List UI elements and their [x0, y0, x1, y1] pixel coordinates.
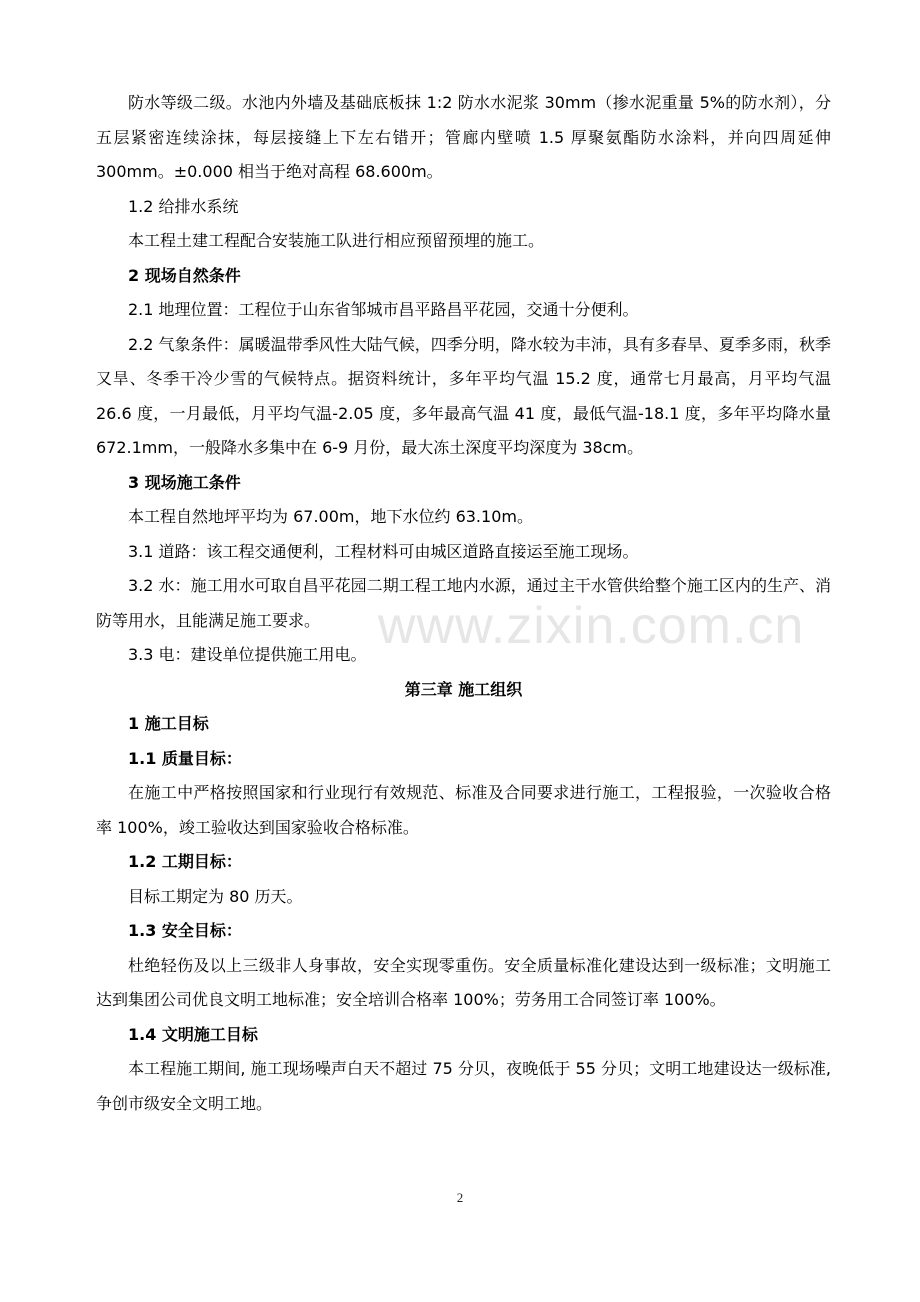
heading-civilized-construction-goal: 1.4 文明施工目标 — [128, 1024, 258, 1044]
heading-site-conditions: 3 现场施工条件 — [128, 472, 241, 492]
paragraph-water: 3.2 水：施工用水可取自昌平花园二期工程工地内水源，通过主干水管供给整个施工区内的生产、消防等用水，且能满足施工要求。 — [96, 576, 831, 630]
heading-safety-goal: 1.3 安全目标： — [128, 921, 242, 940]
paragraph-location: 2.1 地理位置：工程位于山东省邹城市昌平路昌平花园，交通十分便利。 — [128, 300, 639, 319]
paragraph-climate: 2.2 气象条件：属暖温带季风性大陆气候，四季分明，降水较为丰沛，具有多春旱、夏季多雨，秋季又旱、冬季干冷少雪的气候特点。据资料统计，多年平均气温 15.2 度，通常七月最高，月平均气温 26.6 度，一月最低，月平均气温-2.05 度，多年最高气温 41 度，最低气温-18.1 度，多年平均降水量 672.1mm，一般降水多集中在 6-9 月份，最大冻土深度平均深度为 38cm。 — [96, 334, 831, 457]
heading-construction-goals: 1 施工目标 — [128, 714, 209, 733]
page-number: 2 — [456, 1190, 464, 1205]
paragraph-elevation: 本工程自然地坪平均为 67.00m，地下水位约 63.10m。 — [128, 507, 533, 526]
paragraph-civilized-construction-goal: 本工程施工期间, 施工现场噪声白天不超过 75 分贝，夜晚低于 55 分贝；文明工地建设达一级标准,争创市级安全文明工地。 — [96, 1059, 831, 1113]
paragraph-embedding: 本工程土建工程配合安装施工队进行相应预留预埋的施工。 — [128, 231, 545, 250]
document-body — [96, 86, 831, 1121]
subheading-water-supply: 1.2 给排水系统 — [128, 196, 239, 216]
paragraph-waterproofing: 防水等级二级。水池内外墙及基础底板抹 1:2 防水水泥浆 30mm（掺水泥重量 5%的防水剂），分五层紧密连续涂抹，每层接缝上下左右错开；管廊内壁喷 1.5 厚聚氨酯防水涂料，并向四周延伸 300mm。±0.000 相当于绝对高程 68.600m。 — [96, 93, 831, 181]
paragraph-roads: 3.1 道路：该工程交通便利，工程材料可由城区道路直接运至施工现场。 — [128, 541, 639, 561]
paragraph-safety-goal: 杜绝轻伤及以上三级非人身事故，安全实现零重伤。安全质量标准化建设达到一级标准；文明施工达到集团公司优良文明工地标准；安全培训合格率 100%；劳务用工合同签订率 100%。 — [96, 955, 831, 1009]
heading-quality-goal: 1.1 质量目标： — [128, 748, 242, 768]
paragraph-electricity: 3.3 电：建设单位提供施工用电。 — [128, 645, 367, 664]
heading-natural-conditions: 2 现场自然条件 — [128, 265, 241, 285]
chapter-title: 第三章 施工组织 — [404, 679, 523, 699]
heading-schedule-goal: 1.2 工期目标： — [128, 852, 242, 871]
watermark: www.zixin.com.cn — [378, 597, 805, 655]
paragraph-quality-goal: 在施工中严格按照国家和行业现行有效规范、标准及合同要求进行施工，工程报验，一次验收合格率 100%，竣工验收达到国家验收合格标准。 — [96, 783, 831, 837]
paragraph-schedule-goal: 目标工期定为 80 历天。 — [128, 886, 303, 906]
